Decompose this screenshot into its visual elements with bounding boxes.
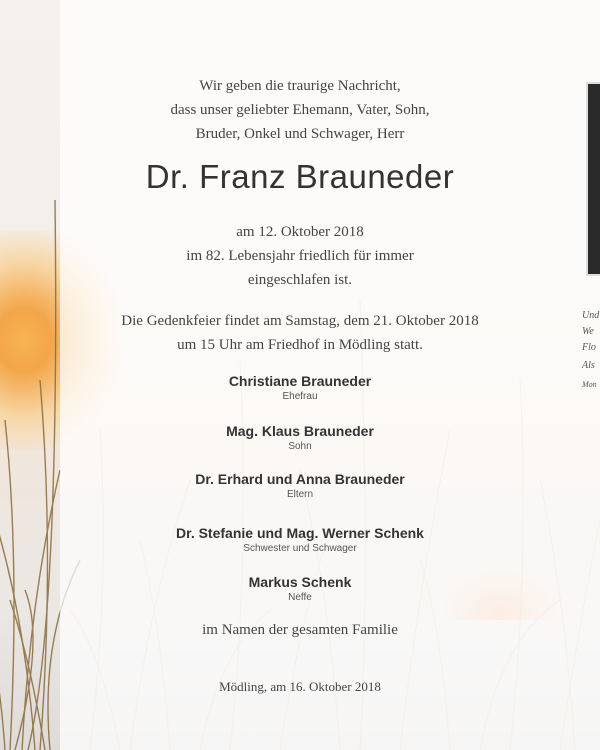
intro-text — [60, 74, 540, 146]
mourner-entry — [60, 373, 540, 402]
mourner-name: Dr. Erhard und Anna Brauneder — [195, 471, 405, 487]
side-text-line: Als — [582, 360, 595, 371]
service-line: um 15 Uhr am Friedhof in Mödling statt. — [177, 337, 423, 353]
death-line: eingeschlafen ist. — [247, 272, 353, 288]
intro-line: Bruder, Onkel und Schwager, Herr — [195, 126, 405, 142]
side-text-line: Flo — [582, 342, 596, 353]
death-text — [60, 220, 540, 292]
mourner-entry — [60, 423, 540, 452]
death-line: am 12. Oktober 2018 — [236, 224, 364, 240]
mourner-relation: Schwester und Schwager — [243, 543, 357, 554]
mourner-relation: Sohn — [288, 441, 312, 452]
mourner-name: Mag. Klaus Brauneder — [226, 423, 374, 439]
mourner-entry — [60, 574, 540, 603]
place-date: Mödling, am 16. Oktober 2018 — [219, 679, 381, 694]
mourner-name: Markus Schenk — [248, 574, 352, 590]
side-text-line: We — [582, 326, 594, 337]
mourner-relation: Ehefrau — [282, 391, 318, 402]
mourner-entry — [60, 471, 540, 500]
mourner-name: Dr. Stefanie und Mag. Werner Schenk — [176, 525, 424, 541]
service-text — [60, 309, 540, 357]
deceased-name: Dr. Franz Brauneder — [145, 158, 455, 195]
mourner-relation: Eltern — [286, 489, 314, 500]
intro-line: Wir geben die traurige Nachricht, — [199, 78, 401, 94]
portrait-photo — [586, 82, 600, 276]
mourner-relation: Neffe — [288, 592, 312, 603]
death-line: im 82. Lebensjahr friedlich für immer — [186, 248, 414, 264]
side-text-line: Mon — [582, 380, 597, 389]
service-line: Die Gedenkfeier findet am Samstag, dem 21. Oktober 2018 — [121, 313, 479, 329]
mourner-entry — [60, 525, 540, 554]
mourner-name: Christiane Brauneder — [228, 373, 372, 389]
family-line: im Namen der gesamten Familie — [202, 622, 398, 638]
side-text-line: Und — [582, 310, 600, 321]
intro-line: dass unser geliebter Ehemann, Vater, Sohn, — [170, 102, 430, 118]
